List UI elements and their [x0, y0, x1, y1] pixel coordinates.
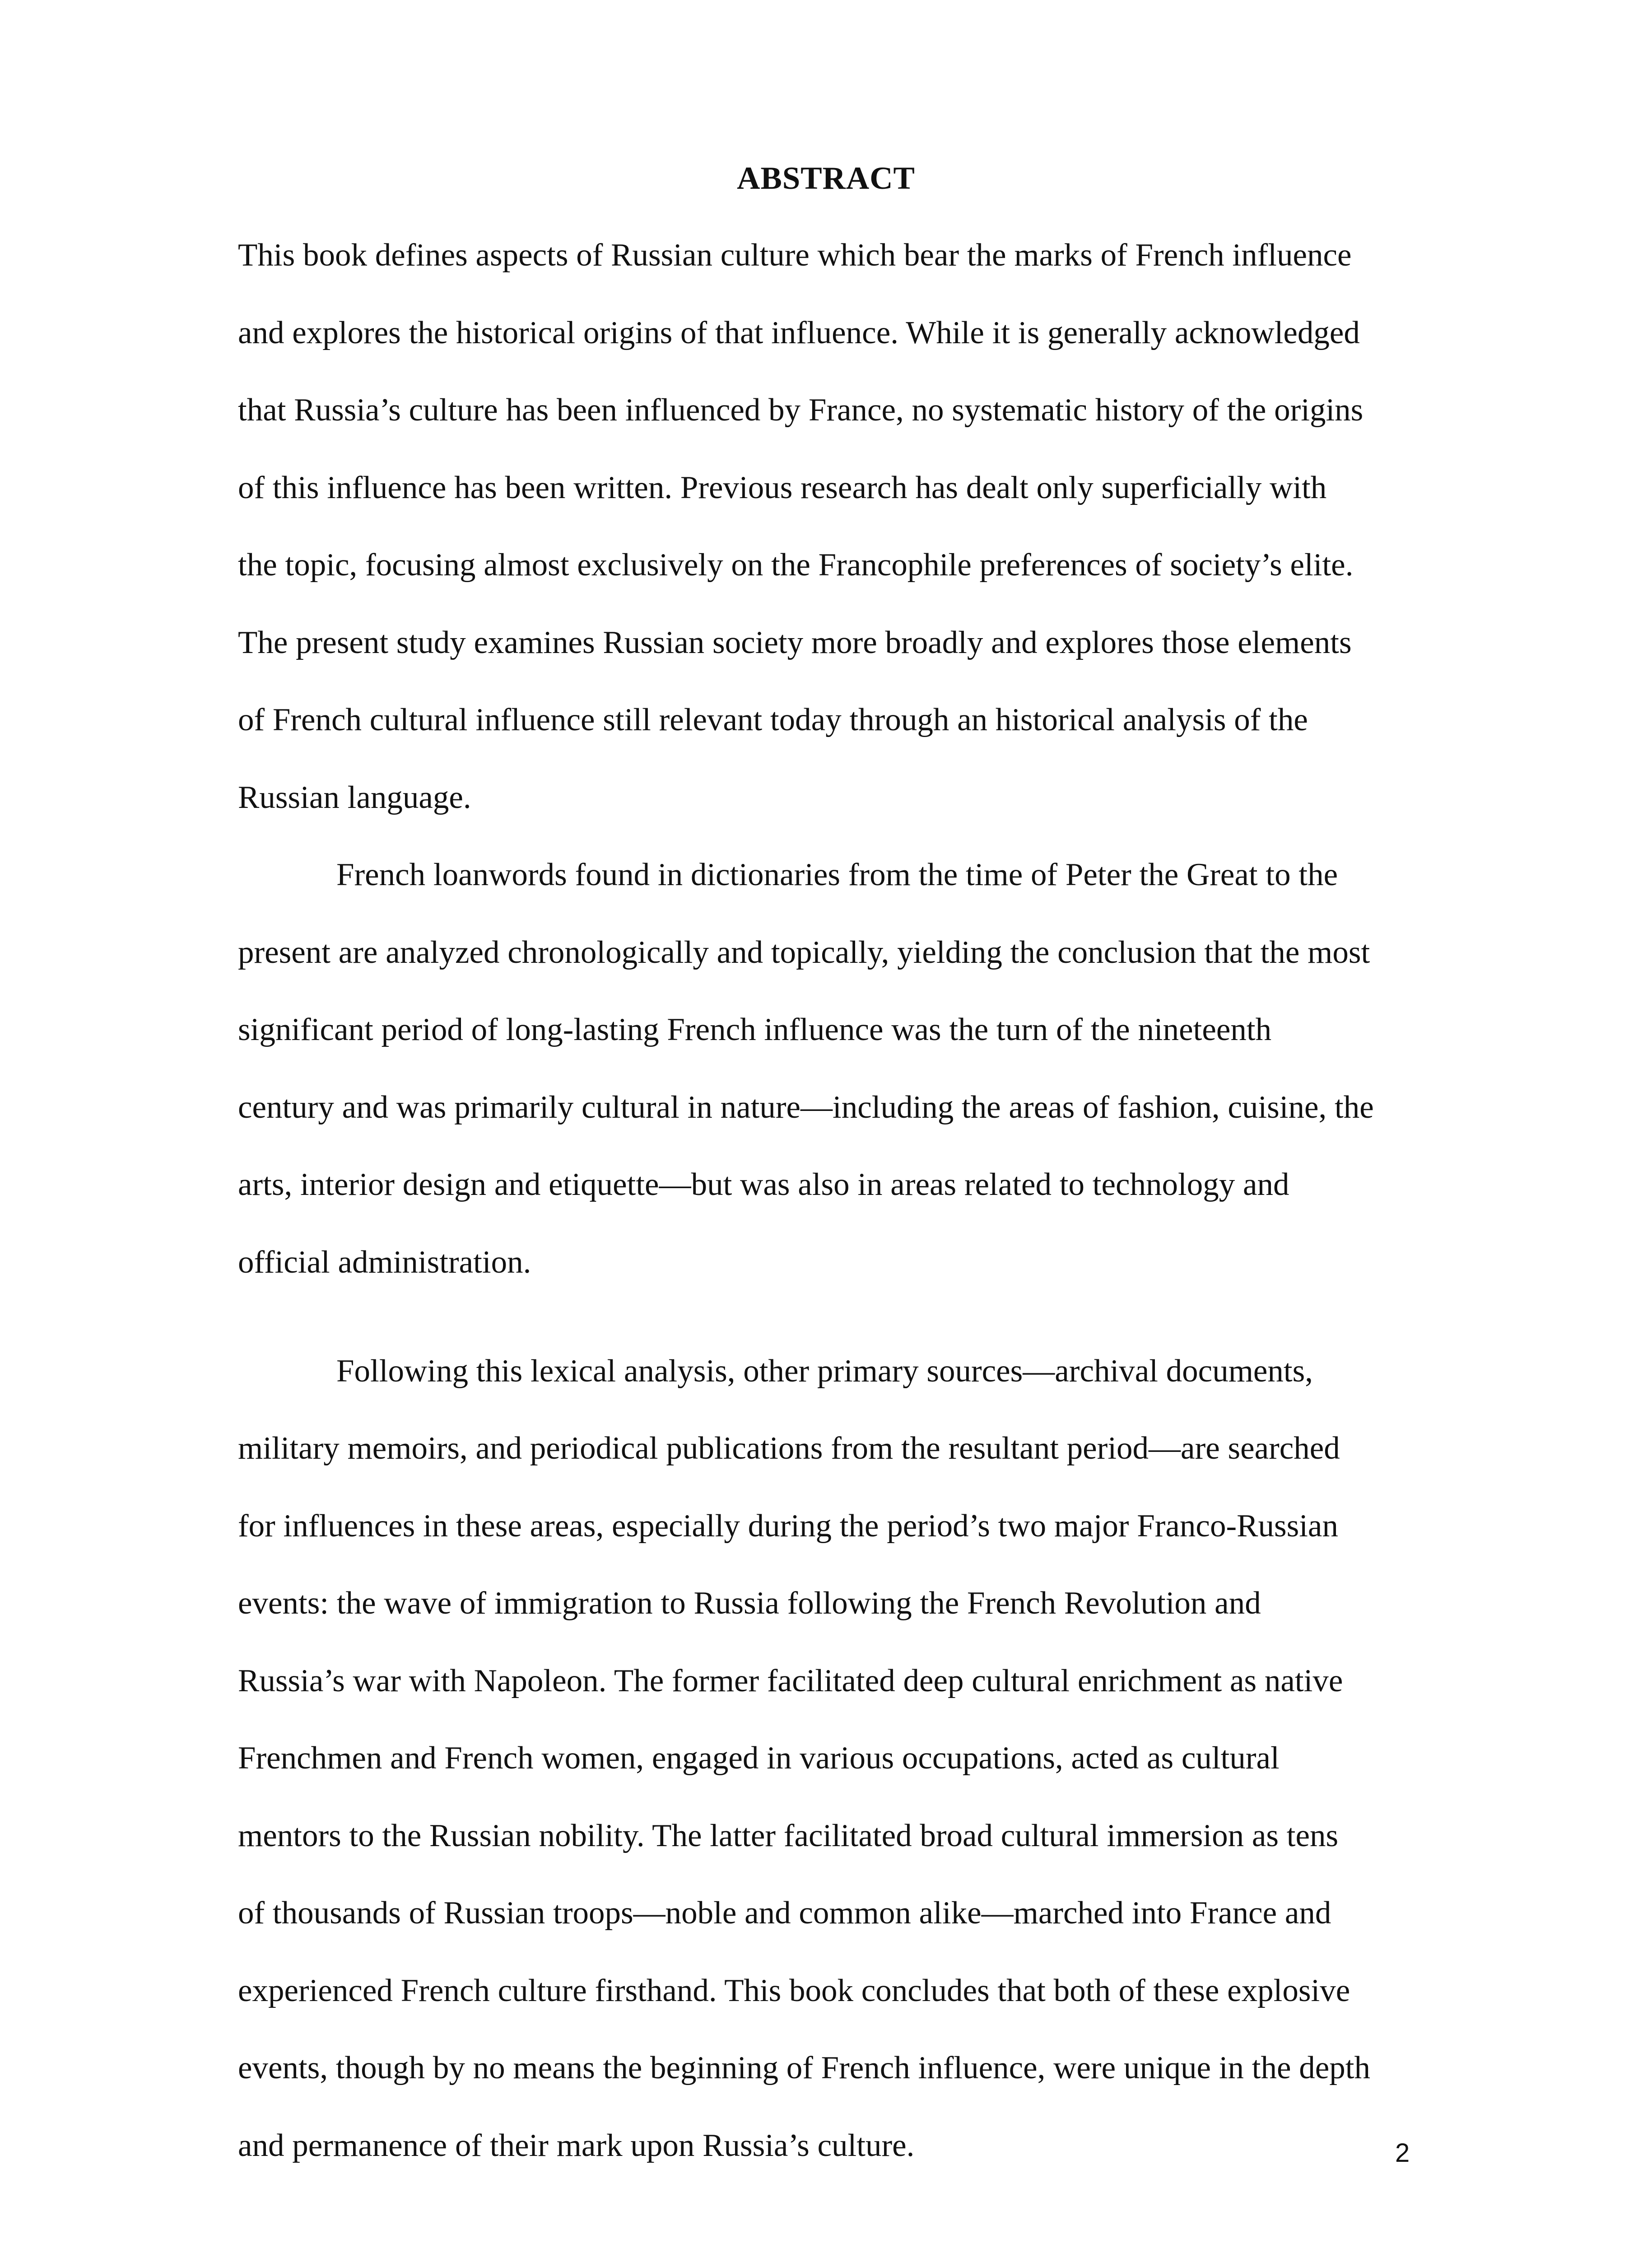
paragraph-1-line-5: the topic, focusing almost exclusively on the Francophile preferences of society’s elite.: [238, 547, 1354, 583]
paragraph-3-line-3: for influences in these areas, especially during the period’s two major Franco-Russian: [238, 1508, 1338, 1544]
paragraph-2-line-3: significant period of long-lasting French influence was the turn of the nineteenth: [238, 1012, 1272, 1047]
paragraph-1-line-2: and explores the historical origins of that influence. While it is generally acknowledged: [238, 315, 1360, 350]
page-number: 2: [1395, 2138, 1410, 2168]
paragraph-2-line-4: century and was primarily cultural in nature—including the areas of fashion, cuisine, the: [238, 1090, 1374, 1125]
paragraph-1-line-6: The present study examines Russian society more broadly and explores those elements: [238, 625, 1352, 660]
paragraph-2-line-2: present are analyzed chronologically and topically, yielding the conclusion that the most: [238, 935, 1370, 970]
paragraph-1-line-3: that Russia’s culture has been influenced by France, no systematic history of the origins: [238, 392, 1363, 428]
paragraph-1-line-4: of this influence has been written. Previous research has dealt only superficially with: [238, 470, 1327, 505]
paragraph-3-line-9: experienced French culture firsthand. This book concludes that both of these explosive: [238, 1973, 1350, 2008]
paragraph-3-line-8: of thousands of Russian troops—noble and common alike—marched into France and: [238, 1895, 1331, 1931]
paragraph-3-line-4: events: the wave of immigration to Russia following the French Revolution and: [238, 1586, 1261, 1621]
paragraph-3-line-2: military memoirs, and periodical publications from the resultant period—are searched: [238, 1431, 1340, 1466]
paragraph-3-line-6: Frenchmen and French women, engaged in various occupations, acted as cultural: [238, 1740, 1280, 1776]
paragraph-3-line-11: and permanence of their mark upon Russia’s culture.: [238, 2128, 915, 2163]
paragraph-3-line-1: Following this lexical analysis, other primary sources—archival documents,: [336, 1353, 1313, 1389]
paragraph-2-line-5: arts, interior design and etiquette—but was also in areas related to technology and: [238, 1167, 1289, 1202]
paragraph-3-line-7: mentors to the Russian nobility. The latter facilitated broad cultural immersion as tens: [238, 1818, 1339, 1853]
page-title: ABSTRACT: [737, 161, 915, 196]
paragraph-3-line-10: events, though by no means the beginning of French influence, were unique in the depth: [238, 2050, 1371, 2085]
paragraph-2-line-6: official administration.: [238, 1245, 531, 1280]
paragraph-1-line-7: of French cultural influence still relevant today through an historical analysis of the: [238, 702, 1308, 737]
paragraph-1-line-1: This book defines aspects of Russian culture which bear the marks of French influence: [238, 238, 1352, 273]
paragraph-1-line-8: Russian language.: [238, 780, 471, 815]
paragraph-3-line-5: Russia’s war with Napoleon. The former facilitated deep cultural enrichment as native: [238, 1663, 1343, 1698]
paragraph-2-line-1: French loanwords found in dictionaries from the time of Peter the Great to the: [336, 857, 1338, 892]
